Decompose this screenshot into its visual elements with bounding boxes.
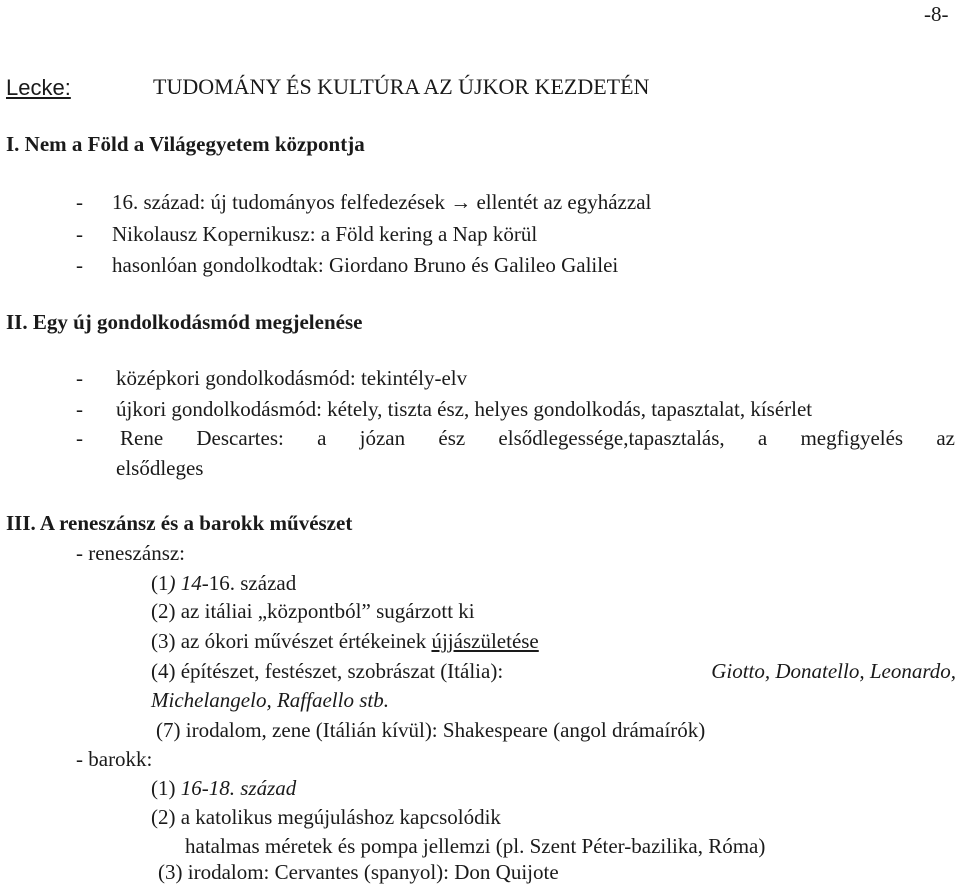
section-1-heading: I. Nem a Föld a Világegyetem központja <box>6 132 365 156</box>
arrow-right-icon: → <box>450 190 472 214</box>
lesson-title: TUDOMÁNY ÉS KULTÚRA AZ ÚJKOR KEZDETÉN <box>153 74 650 99</box>
list-item: (2) az itáliai „központból” sugárzott ki <box>151 599 475 623</box>
list-item: (3) irodalom: Cervantes (spanyol): Don Quijote <box>158 860 559 884</box>
item-names: Giotto, Donatello, Leonardo, <box>711 659 956 683</box>
section-3-heading: III. A reneszánsz és a barokk művészet <box>6 511 353 535</box>
item-text: (4) építészet, festészet, szobrászat (Itália): <box>151 659 504 683</box>
lesson-label: Lecke: <box>6 75 71 100</box>
list-dash: - <box>76 222 83 246</box>
list-item: (7) irodalom, zene (Itálián kívül): Shakespeare (angol drámaírók) <box>156 718 706 742</box>
list-dash: - <box>76 426 83 450</box>
list-item <box>151 631 539 652</box>
list-item-continuation: elsődleges <box>116 456 204 480</box>
list-item <box>151 778 296 799</box>
list-item <box>112 192 651 213</box>
list-item-text: 16. század: új tudományos felfedezések <box>112 190 445 214</box>
list-item: hasonlóan gondolkodtak: Giordano Bruno és Galileo Galilei <box>112 253 619 277</box>
list-item: Rene Descartes: a józan ész elsődlegessége,tapasztalás, a megfigyelés az <box>120 426 955 450</box>
list-dash: - <box>76 190 83 214</box>
list-dash: - <box>76 253 83 277</box>
list-item-continuation: Michelangelo, Raffaello stb. <box>151 688 389 712</box>
item-number: (1) <box>151 776 176 800</box>
list-item: (2) a katolikus megújuláshoz kapcsolódik <box>151 805 501 829</box>
section-2-heading: II. Egy új gondolkodásmód megjelenése <box>6 310 363 334</box>
item-text: (3) az ókori művészet értékeinek <box>151 629 427 653</box>
item-text: 16. század <box>208 571 297 595</box>
item-paren: ) <box>168 571 176 595</box>
list-item: Nikolausz Kopernikusz: a Föld kering a Nap körül <box>112 222 538 246</box>
baroque-label: - barokk: <box>76 747 153 771</box>
list-item-text: ellentét az egyházzal <box>476 190 652 214</box>
renaissance-label: - reneszánsz: <box>76 541 186 565</box>
list-dash: - <box>76 366 83 390</box>
list-item: középkori gondolkodásmód: tekintély-elv <box>116 366 468 390</box>
list-item-continuation: hatalmas méretek és pompa jellemzi (pl. Szent Péter-bazilika, Róma) <box>185 834 766 858</box>
item-number: (1 <box>151 571 169 595</box>
item-underlined-text: újjászületése <box>431 629 539 653</box>
list-item <box>151 661 956 682</box>
list-dash: - <box>76 397 83 421</box>
item-years: 16-18. század <box>180 776 297 800</box>
list-item: újkori gondolkodásmód: kétely, tiszta ész, helyes gondolkodás, tapasztalat, kísérlet <box>116 397 813 421</box>
page-number: -8- <box>924 2 949 26</box>
list-item <box>151 573 296 594</box>
item-years: 14- <box>180 571 209 595</box>
